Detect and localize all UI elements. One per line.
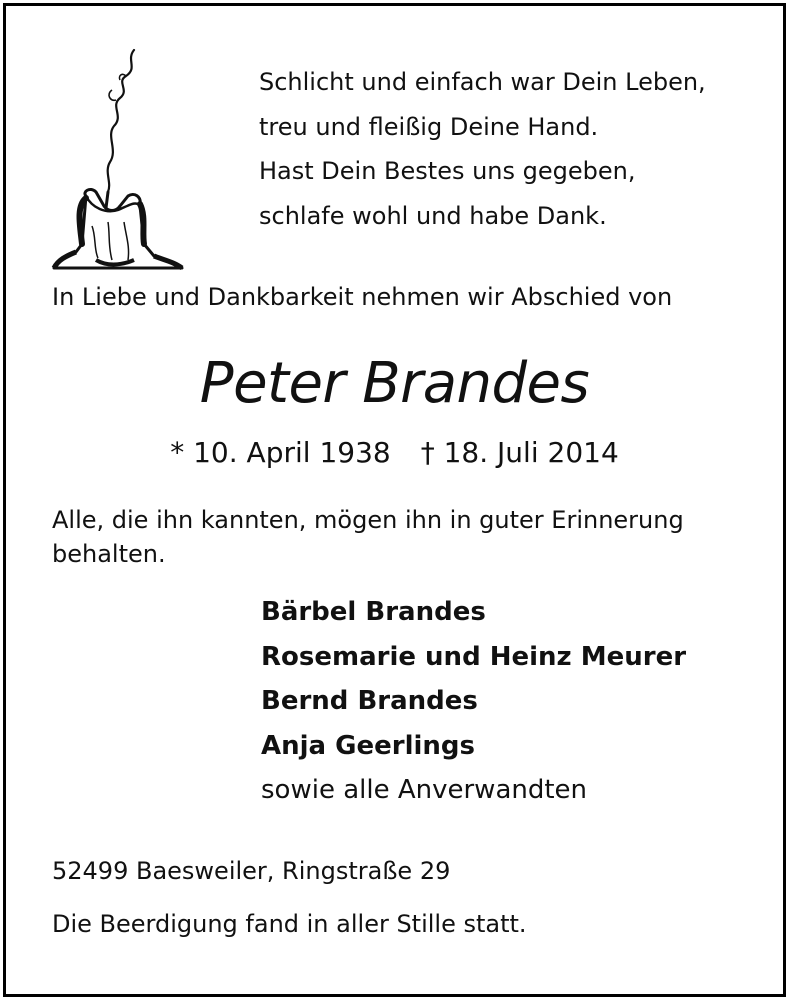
poem-line: Schlicht und einfach war Dein Leben, — [259, 68, 706, 96]
remembrance-text: Alle, die ihn kannten, mögen ihn in guter Erinnerung behalten. — [52, 506, 684, 568]
extinguished-candle-icon — [46, 46, 186, 276]
life-dates — [0, 436, 789, 469]
poem-line: schlafe wohl und habe Dank. — [259, 201, 607, 230]
death-date: † 18. Juli 2014 — [420, 436, 619, 469]
mourner-name: Rosemarie und Heinz Meurer — [261, 641, 687, 672]
poem — [259, 60, 706, 238]
relatives-text: sowie alle Anverwandten — [261, 775, 588, 805]
funeral-note: Die Beerdigung fand in aller Stille statt. — [52, 910, 527, 938]
mourner-name: Bärbel Brandes — [261, 597, 486, 627]
mourner-name: Anja Geerlings — [261, 730, 475, 761]
poem-line: treu und fleißig Deine Hand. — [259, 112, 599, 141]
address: 52499 Baesweiler, Ringstraße 29 — [52, 857, 451, 885]
mourner-name: Bernd Brandes — [261, 686, 478, 716]
deceased-name: Peter Brandes — [199, 351, 590, 416]
birth-date: * 10. April 1938 — [170, 436, 391, 469]
poem-line: Hast Dein Bestes uns gegeben, — [259, 157, 636, 185]
mourners-list — [261, 590, 686, 813]
farewell-text: In Liebe und Dankbarkeit nehmen wir Abschied von — [52, 283, 673, 311]
